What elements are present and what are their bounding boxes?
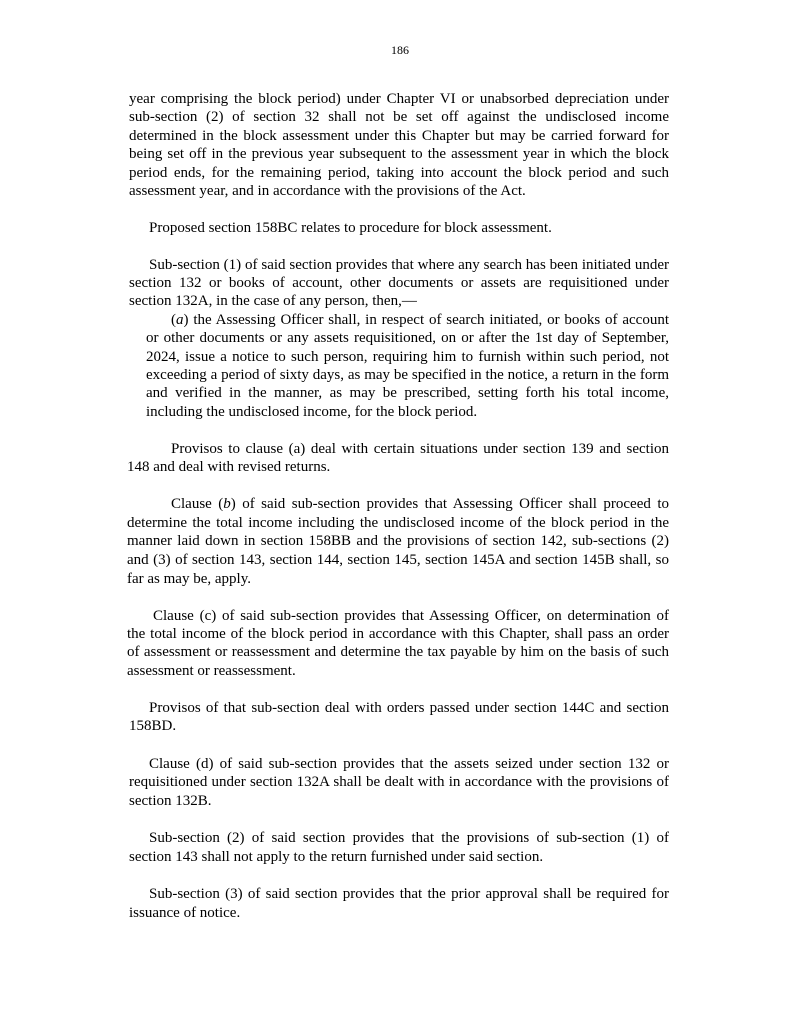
clause-b-text: ) of said sub-section provides that Assessing Officer shall proceed to determine the total income including the undisclosed income of the block period in the manner laid down in section 158BB and the provisions of section 142, sub-sections (2) and (3) of section 143, section 144, section 145, section 145A and section 145B shall, so far as may be, apply. — [127, 496, 669, 587]
paragraph-clause-d: Clause (d) of said sub-section provides that the assets seized under section 132 or requisitioned under section 132A shall be dealt with in accordance with the provisions of section 132B. — [129, 755, 669, 810]
clause-a-marker: a — [176, 311, 184, 328]
paragraph-clause-a: (a) the Assessing Officer shall, in respect of search initiated, or books of account or other documents or any assets requisitioned, on or after the 1st day of September, 2024, issue a notice to such person, requiring him to furnish within such period, not exceeding a period of sixty days, as may be specified in the notice, a return in the form and verified in the manner, as may be prescribed, setting forth his total income, including the undisclosed income, for the block period. — [146, 311, 669, 420]
paragraph-subsection-1: Sub-section (1) of said section provides that where any search has been initiated under section 132 or books of account, other documents or assets are requisitioned under section 132A, in the case of any person, then,— — [129, 256, 669, 310]
page-number: 186 — [391, 43, 409, 57]
paragraph-section-158bc-intro: Proposed section 158BC relates to procedure for block assessment. — [149, 219, 552, 236]
paragraph-clause-c: Clause (c) of said sub-section provides that Assessing Officer, on determination of the total income of the block period in accordance with this Chapter, shall pass an order of assessment or reassessment and determine the tax payable by him on the basis of such assessment or reassessment. — [127, 607, 669, 679]
clause-b-marker: b — [223, 496, 231, 513]
paragraph-clause-b — [127, 495, 669, 588]
paragraph-subsection-3: Sub-section (3) of said section provides that the prior approval shall be required for issuance of notice. — [129, 886, 669, 922]
document-body — [129, 90, 669, 941]
paragraph-provisos-subsection: Provisos of that sub-section deal with orders passed under section 144C and section 158BD. — [129, 699, 669, 735]
clause-a-text: the Assessing Officer shall, in respect of search initiated, or books of account or other documents or any assets requisitioned, on or after the 1st day of September, 2024, issue a notice to such person, requiring him to furnish within such period, not exceeding a period of sixty days, as may be specified in the notice, a return in the form and verified in the manner, as may be prescribed, setting forth his total income, including the undisclosed income, for the block period. — [146, 311, 669, 420]
paragraph-provisos-clause-a: Provisos to clause (a) deal with certain situations under section 139 and section 148 and deal with revised returns. — [127, 440, 669, 476]
clause-b-prefix: Clause ( — [171, 496, 224, 513]
paragraph-carryover: year comprising the block period) under Chapter VI or unabsorbed depreciation under sub-section (2) of section 32 shall not be set off against the undisclosed income determined in the block assessment under this Chapter but may be carried forward for being set off in the previous year subsequent to the assessment year in which the block period ends, for the remaining period, taking into account the block period and such assessment year, and in accordance with the provisions of the Act. — [129, 91, 669, 200]
paragraph-subsection-2: Sub-section (2) of said section provides that the provisions of sub-section (1) of section 143 shall not apply to the return furnished under said section. — [129, 830, 669, 866]
